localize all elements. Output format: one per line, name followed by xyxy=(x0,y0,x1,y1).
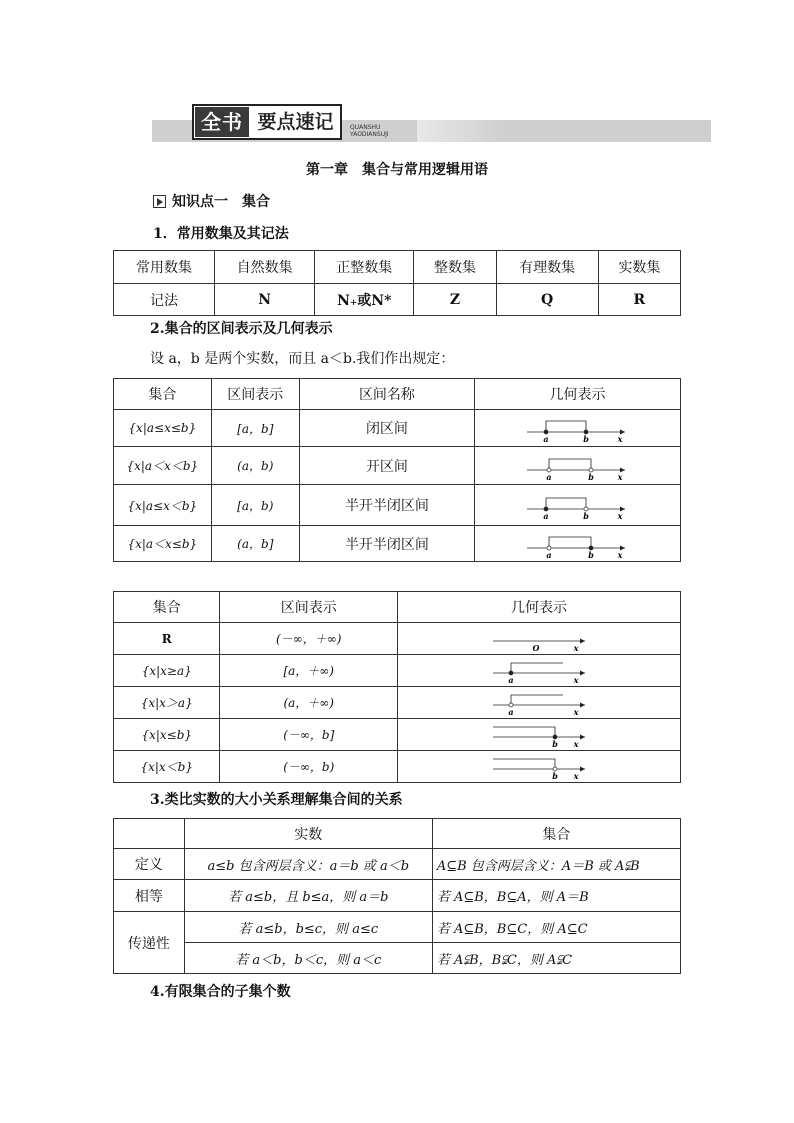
play-triangle-icon xyxy=(153,195,166,208)
table-row xyxy=(114,447,681,485)
axis-label-x: x xyxy=(617,511,623,521)
table-cell: {x|x＞a} xyxy=(114,687,220,719)
table-header-cell: 自然数集 xyxy=(215,251,315,284)
table-row xyxy=(114,410,681,447)
table-row xyxy=(114,379,681,410)
table-cell: 定义 xyxy=(114,849,185,880)
table-cell: 半开半闭区间 xyxy=(299,526,474,562)
axis-label-x: x xyxy=(617,471,623,482)
axis-label-a: a xyxy=(543,511,549,521)
axis-label-b: b xyxy=(552,770,558,781)
interval-bracket xyxy=(546,498,586,509)
arrow-head-icon xyxy=(580,734,585,739)
table-cell: [a，＋∞) xyxy=(220,655,398,687)
interval-bracket xyxy=(546,421,586,432)
table-cell: 开区间 xyxy=(299,447,474,485)
section2-heading: 2.集合的区间表示及几何表示 xyxy=(150,321,333,337)
interval-bracket xyxy=(493,727,555,737)
interval-bracket xyxy=(549,459,591,470)
table-cell: {x|x≥a} xyxy=(114,655,220,687)
table-cell: 若 a＜b，b＜c，则 a＜c xyxy=(184,943,432,974)
table-cell: 半开半闭区间 xyxy=(299,485,474,526)
table-row xyxy=(114,251,681,284)
table-cell: 若 a≤b，b≤c，则 a≤c xyxy=(184,912,432,943)
banner-pinyin-2: YAODIANSUJI xyxy=(350,131,389,138)
table-cell: 若 A⊆B，B⊆A，则 A＝B xyxy=(432,880,680,912)
table-row xyxy=(114,849,681,880)
axis-label-x: x xyxy=(617,549,623,560)
table-cell: 相等 xyxy=(114,880,185,912)
table-cell: {x|a≤x＜b} xyxy=(114,485,212,526)
table-cell: 记法 xyxy=(114,284,215,316)
arrow-head-icon xyxy=(580,766,585,771)
interval-bracket xyxy=(549,537,591,548)
geometric-cell xyxy=(474,485,680,526)
knowledge-point-heading xyxy=(153,191,270,211)
banner-bar-gradient xyxy=(417,120,711,142)
axis-label-b: b xyxy=(588,549,594,560)
table-row xyxy=(114,943,681,974)
table-cell: 若 a≤b，且 b≤a，则 a＝b xyxy=(184,880,432,912)
table-row xyxy=(114,912,681,943)
geometric-cell xyxy=(397,623,680,655)
interval-diagram xyxy=(398,688,680,718)
table-cell: A⊆B 包含两层含义：A＝B 或 A⫋B xyxy=(432,849,680,880)
table-cell: a≤b 包含两层含义：a＝b 或 a＜b xyxy=(184,849,432,880)
table-cell: {x|a＜x≤b} xyxy=(114,526,212,562)
table-row xyxy=(114,819,681,849)
table-header-cell: 实数 xyxy=(184,819,432,849)
arrow-head-icon xyxy=(580,702,585,707)
table-cell: (a，b) xyxy=(211,447,299,485)
arrow-head-icon xyxy=(580,670,585,675)
axis-label-x: x xyxy=(617,434,623,444)
table-header-cell: 区间名称 xyxy=(299,379,474,410)
table-header-cell: 区间表示 xyxy=(211,379,299,410)
table-cell: [a，b] xyxy=(211,410,299,447)
interval-diagram xyxy=(475,528,680,560)
section2-intro: 设 a，b 是两个实数，而且 a＜b.我们作出规定： xyxy=(150,351,455,367)
interval-bracket xyxy=(511,695,563,705)
arrow-head-icon xyxy=(580,638,585,643)
table-cell: R xyxy=(598,284,680,316)
table-header-cell: 正整数集 xyxy=(315,251,414,284)
axis-label-a: a xyxy=(508,674,514,685)
geometric-cell xyxy=(397,719,680,751)
table-row xyxy=(114,687,681,719)
banner-pinyin xyxy=(350,124,389,138)
table-row xyxy=(114,655,681,687)
table-header-cell: 整数集 xyxy=(414,251,496,284)
table-cell: {x|a≤x≤b} xyxy=(114,410,212,447)
table-header-cell: 集合 xyxy=(432,819,680,849)
table-row xyxy=(114,623,681,655)
axis-label-x: x xyxy=(573,770,579,781)
geometric-cell xyxy=(397,687,680,719)
table-cell: (－∞，b) xyxy=(220,751,398,783)
axis-label-origin: O xyxy=(532,642,540,653)
section3-heading: 3.类比实数的大小关系理解集合间的关系 xyxy=(150,792,403,808)
interval-diagram xyxy=(475,489,680,521)
interval-table xyxy=(113,378,681,562)
table-cell: [a，b) xyxy=(211,485,299,526)
table-header-cell: 集合 xyxy=(114,592,220,623)
axis-label-b: b xyxy=(583,511,589,521)
interval-diagram xyxy=(398,656,680,686)
relations-table xyxy=(113,818,681,974)
table-row xyxy=(114,592,681,623)
axis-label-x: x xyxy=(573,642,579,653)
section4-heading: 4.有限集合的子集个数 xyxy=(150,984,291,1000)
axis-label-x: x xyxy=(573,706,579,717)
axis-label-x: x xyxy=(573,738,579,749)
table-header-cell: 几何表示 xyxy=(474,379,680,410)
table-header-cell: 有理数集 xyxy=(496,251,598,284)
table-cell: 传递性 xyxy=(114,912,185,974)
table-cell: N₊或N* xyxy=(315,284,414,316)
banner-title-light: 要点速记 xyxy=(257,111,334,133)
table-row xyxy=(114,284,681,316)
table-header-cell: 常用数集 xyxy=(114,251,215,284)
interval-diagram xyxy=(475,450,680,482)
table-cell: N xyxy=(215,284,315,316)
knowledge-point-text: 知识点一 集合 xyxy=(172,194,270,210)
chapter-title: 第一章 集合与常用逻辑用语 xyxy=(306,162,488,178)
section1-heading: 1．常用数集及其记法 xyxy=(153,226,289,242)
axis-label-a: a xyxy=(546,549,552,560)
interval-diagram xyxy=(475,412,680,444)
interval-diagram xyxy=(398,624,680,654)
geometric-cell xyxy=(474,410,680,447)
interval-bracket xyxy=(493,759,555,769)
table-row xyxy=(114,880,681,912)
interval-diagram xyxy=(398,752,680,782)
table-cell: Z xyxy=(414,284,496,316)
banner-pinyin-1: QUANSHU xyxy=(350,124,381,131)
interval-bracket xyxy=(511,663,563,673)
table-header-cell: 区间表示 xyxy=(220,592,398,623)
table-cell: {x|x≤b} xyxy=(114,719,220,751)
geometric-cell xyxy=(474,526,680,562)
table-cell: 若 A⫋B，B⫋C，则 A⫋C xyxy=(432,943,680,974)
axis-label-b: b xyxy=(552,738,558,749)
table-row xyxy=(114,719,681,751)
geometric-cell xyxy=(397,655,680,687)
table-cell: {x|a＜x＜b} xyxy=(114,447,212,485)
interval-diagram xyxy=(398,720,680,750)
table-row xyxy=(114,751,681,783)
table-header-cell xyxy=(114,819,185,849)
infinite-interval-table xyxy=(113,591,681,783)
table-cell: {x|x＜b} xyxy=(114,751,220,783)
axis-label-a: a xyxy=(508,706,514,717)
table-header-cell: 几何表示 xyxy=(397,592,680,623)
table-row xyxy=(114,485,681,526)
table-cell: R xyxy=(114,623,220,655)
table-cell: (－∞，b] xyxy=(220,719,398,751)
table-cell: Q xyxy=(496,284,598,316)
table-header-cell: 集合 xyxy=(114,379,212,410)
axis-label-a: a xyxy=(546,471,552,482)
table-cell: 闭区间 xyxy=(299,410,474,447)
table-header-cell: 实数集 xyxy=(598,251,680,284)
section-banner xyxy=(152,110,711,144)
number-sets-table xyxy=(113,250,681,316)
table-row xyxy=(114,526,681,562)
axis-label-b: b xyxy=(583,434,589,444)
axis-label-x: x xyxy=(573,674,579,685)
axis-label-b: b xyxy=(588,471,594,482)
table-cell: (－∞，＋∞) xyxy=(220,623,398,655)
geometric-cell xyxy=(397,751,680,783)
geometric-cell xyxy=(474,447,680,485)
table-cell: (a，b] xyxy=(211,526,299,562)
table-cell: (a，＋∞) xyxy=(220,687,398,719)
axis-label-a: a xyxy=(543,434,549,444)
banner-title-dark: 全书 xyxy=(195,107,249,137)
table-cell: 若 A⊆B，B⊆C，则 A⊆C xyxy=(432,912,680,943)
